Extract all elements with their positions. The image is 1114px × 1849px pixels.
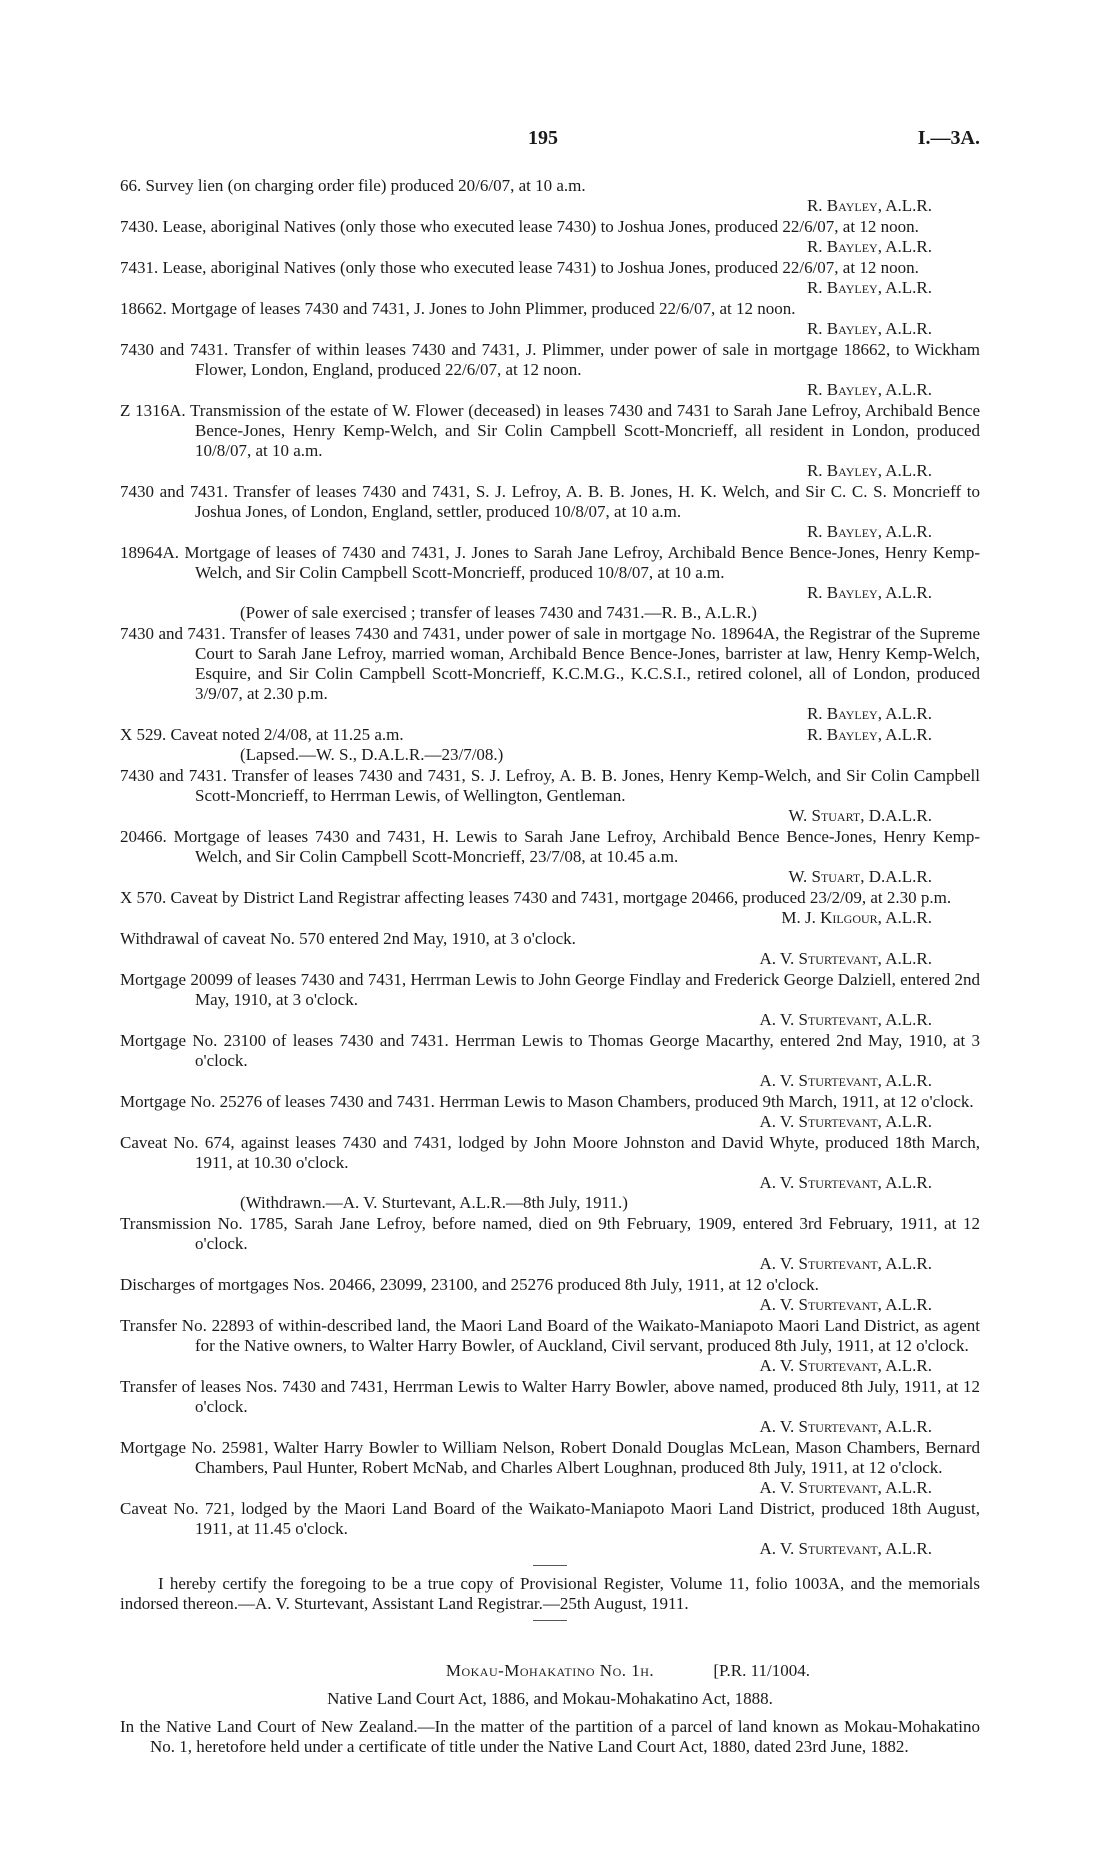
memorial-text: 7430 and 7431. Transfer of within leases 7430 and 7431, J. Plimmer, under power of sale in mortgage 18662, to Wickham Flower, London, England, produced 22/6/07, at 12 noon. <box>120 340 980 379</box>
registrar-signature: W. Stuart, D.A.L.R. <box>788 806 932 825</box>
document-reference: I.—3A. <box>917 127 980 149</box>
page-header <box>120 128 980 152</box>
memorial-entry <box>120 827 980 887</box>
memorial-text: Transmission No. 1785, Sarah Jane Lefroy, before named, died on 9th February, 1909, entered 3rd February, 1911, at 12 o'clock. <box>120 1214 980 1253</box>
memorial-entry <box>120 1275 980 1315</box>
page-number: 195 <box>528 127 558 149</box>
registrar-signature: R. Bayley, A.L.R. <box>806 319 932 338</box>
memorial-text: Transfer No. 22893 of within-described land, the Maori Land Board of the Waikato-Maniapoto Maori Land District, as agent for the Native owners, to Walter Harry Bowler, of Auckland, Civil servant, produced 8th July, 1911, at 12 o'clock. <box>120 1316 980 1355</box>
memorial-entry <box>120 217 980 257</box>
memorial-entry <box>120 1133 980 1213</box>
registrar-signature: R. Bayley, A.L.R. <box>806 278 932 297</box>
memorial-note: (Lapsed.—W. S., D.A.L.R.—23/7/08.) <box>240 745 504 764</box>
registrar-signature: A. V. Sturtevant, A.L.R. <box>759 1539 932 1558</box>
memorial-entry <box>120 543 980 623</box>
section-acts: Native Land Court Act, 1886, and Mokau-Mohakatino Act, 1888. <box>327 1689 773 1708</box>
registrar-signature: R. Bayley, A.L.R. <box>806 583 932 602</box>
registrar-signature: R. Bayley, A.L.R. <box>806 725 932 744</box>
memorial-entry <box>120 888 980 928</box>
registrar-signature: R. Bayley, A.L.R. <box>806 196 932 215</box>
section-intro: In the Native Land Court of New Zealand.—In the matter of the partition of a parcel of land known as Mokau-Mohakatino No. 1, heretofore held under a certificate of title under the Native Land Court Act, 1880, dated 23rd June, 1882. <box>120 1717 980 1756</box>
memorial-text: 7430. Lease, aboriginal Natives (only those who executed lease 7430) to Joshua Jones, produced 22/6/07, at 12 noon. <box>120 217 919 236</box>
registrar-signature: R. Bayley, A.L.R. <box>806 380 932 399</box>
memorial-list <box>120 176 980 1559</box>
registrar-signature: R. Bayley, A.L.R. <box>806 522 932 541</box>
memorial-text: Z 1316A. Transmission of the estate of W. Flower (deceased) in leases 7430 and 7431 to Sarah Jane Lefroy, Archibald Bence Bence-Jones, Henry Kemp-Welch, and Sir Colin Campbell Scott-Moncrieff, all resident in London, produced 10/8/07, at 10 a.m. <box>120 401 980 460</box>
registrar-signature: A. V. Sturtevant, A.L.R. <box>759 1254 932 1273</box>
memorial-text: 18662. Mortgage of leases 7430 and 7431, J. Jones to John Plimmer, produced 22/6/07, at 12 noon. <box>120 299 796 318</box>
memorial-text: 7430 and 7431. Transfer of leases 7430 and 7431, under power of sale in mortgage No. 18964A, the Registrar of the Supreme Court to Sarah Jane Lefroy, married woman, Archibald Bence Bence-Jones, barrister at law, Henry Kemp-Welch, Esquire, and Sir Colin Campbell Scott-Moncrieff, K.C.M.G., K.C.S.I., retired colonel, all of London, produced 3/9/07, at 2.30 p.m. <box>120 624 980 703</box>
registrar-signature: R. Bayley, A.L.R. <box>806 237 932 256</box>
memorial-note: (Power of sale exercised ; transfer of leases 7430 and 7431.—R. B., A.L.R.) <box>240 603 757 622</box>
memorial-text: Mortgage No. 23100 of leases 7430 and 7431. Herrman Lewis to Thomas George Macarthy, entered 2nd May, 1910, at 3 o'clock. <box>120 1031 980 1070</box>
memorial-entry <box>120 299 980 339</box>
memorial-text: 7431. Lease, aboriginal Natives (only those who executed lease 7431) to Joshua Jones, produced 22/6/07, at 12 noon. <box>120 258 919 277</box>
memorial-text: 7430 and 7431. Transfer of leases 7430 and 7431, S. J. Lefroy, A. B. B. Jones, H. K. Welch, and Sir C. C. S. Moncrieff to Joshua Jones, of London, England, settler, produced 10/8/07, at 10 a.m. <box>120 482 980 521</box>
registrar-signature: A. V. Sturtevant, A.L.R. <box>759 949 932 968</box>
section-heading <box>120 1661 980 1683</box>
divider <box>533 1565 567 1566</box>
memorial-entry <box>120 1377 980 1437</box>
registrar-signature: R. Bayley, A.L.R. <box>806 704 932 723</box>
memorial-text: Caveat No. 674, against leases 7430 and 7431, lodged by John Moore Johnston and David Whyte, produced 18th March, 1911, at 10.30 o'clock. <box>120 1133 980 1172</box>
registrar-signature: A. V. Sturtevant, A.L.R. <box>759 1010 932 1029</box>
memorial-text: Discharges of mortgages Nos. 20466, 23099, 23100, and 25276 produced 8th July, 1911, at 12 o'clock. <box>120 1275 819 1294</box>
memorial-entry <box>120 1092 980 1132</box>
register-body <box>120 176 980 1757</box>
memorial-text: 7430 and 7431. Transfer of leases 7430 and 7431, S. J. Lefroy, A. B. B. Jones, Henry Kemp-Welch, and Sir Colin Campbell Scott-Moncrieff, to Herrman Lewis, of Wellington, Gentleman. <box>120 766 980 805</box>
memorial-text: Caveat No. 721, lodged by the Maori Land Board of the Waikato-Maniapoto Maori Land District, produced 18th August, 1911, at 11.45 o'clock. <box>120 1499 980 1538</box>
memorial-entry <box>120 258 980 298</box>
memorial-entry <box>120 1316 980 1376</box>
memorial-entry <box>120 1214 980 1274</box>
memorial-text: X 529. Caveat noted 2/4/08, at 11.25 a.m. <box>120 725 404 744</box>
memorial-entry <box>120 176 980 216</box>
memorial-entry <box>120 1438 980 1498</box>
memorial-entry <box>120 482 980 542</box>
memorial-entry <box>120 929 980 969</box>
registrar-signature: A. V. Sturtevant, A.L.R. <box>759 1173 932 1192</box>
memorial-entry <box>120 1499 980 1559</box>
memorial-text: Mortgage No. 25276 of leases 7430 and 7431. Herrman Lewis to Mason Chambers, produced 9th March, 1911, at 12 o'clock. <box>120 1092 974 1111</box>
certificate-text: I hereby certify the foregoing to be a true copy of Provisional Register, Volume 11, folio 1003A, and the memorials indorsed thereon.—A. V. Sturtevant, Assistant Land Registrar.—25th August, 1911. <box>120 1574 980 1613</box>
memorial-text: Withdrawal of caveat No. 570 entered 2nd May, 1910, at 3 o'clock. <box>120 929 576 948</box>
memorial-text: Mortgage No. 25981, Walter Harry Bowler to William Nelson, Robert Donald Douglas McLean, Mason Chambers, Bernard Chambers, Paul Hunter, Robert McNab, and Charles Albert Loughnan, produced 8th July, 1911, at 12 o'clock. <box>120 1438 980 1477</box>
registrar-signature: A. V. Sturtevant, A.L.R. <box>759 1356 932 1375</box>
memorial-text: 18964A. Mortgage of leases of 7430 and 7431, J. Jones to Sarah Jane Lefroy, Archibald Bence Bence-Jones, Henry Kemp-Welch, and Sir Colin Campbell Scott-Moncrieff, produced 10/8/07, at 10 a.m. <box>120 543 980 582</box>
registrar-signature: A. V. Sturtevant, A.L.R. <box>759 1071 932 1090</box>
memorial-entry <box>120 1031 980 1091</box>
registrar-signature: A. V. Sturtevant, A.L.R. <box>759 1417 932 1436</box>
memorial-text: X 570. Caveat by District Land Registrar affecting leases 7430 and 7431, mortgage 20466, produced 23/2/09, at 2.30 p.m. <box>120 888 952 907</box>
registrar-signature: W. Stuart, D.A.L.R. <box>788 867 932 886</box>
memorial-text: 66. Survey lien (on charging order file) produced 20/6/07, at 10 a.m. <box>120 176 586 195</box>
registrar-signature: A. V. Sturtevant, A.L.R. <box>759 1112 932 1131</box>
registrar-signature: R. Bayley, A.L.R. <box>806 461 932 480</box>
section-reference: [P.R. 11/1004. <box>713 1661 810 1680</box>
memorial-entry <box>120 401 980 481</box>
memorial-entry <box>120 970 980 1030</box>
registrar-signature: A. V. Sturtevant, A.L.R. <box>759 1478 932 1497</box>
memorial-entry <box>120 624 980 724</box>
memorial-text: Mortgage 20099 of leases 7430 and 7431, Herrman Lewis to John George Findlay and Frederick George Dalziell, entered 2nd May, 1910, at 3 o'clock. <box>120 970 980 1009</box>
memorial-entry <box>120 340 980 400</box>
memorial-note: (Withdrawn.—A. V. Sturtevant, A.L.R.—8th July, 1911.) <box>240 1193 628 1212</box>
registrar-signature: M. J. Kilgour, A.L.R. <box>781 908 932 927</box>
divider <box>533 1620 567 1621</box>
memorial-text: Transfer of leases Nos. 7430 and 7431, Herrman Lewis to Walter Harry Bowler, above named, produced 8th July, 1911, at 12 o'clock. <box>120 1377 980 1416</box>
section-title: Mokau-Mohakatino No. 1h. <box>445 1661 655 1680</box>
memorial-text: 20466. Mortgage of leases 7430 and 7431, H. Lewis to Sarah Jane Lefroy, Archibald Bence Bence-Jones, Henry Kemp-Welch, and Sir Colin Campbell Scott-Moncrieff, 23/7/08, at 10.45 a.m. <box>120 827 980 866</box>
memorial-entry <box>120 725 980 765</box>
registrar-signature: A. V. Sturtevant, A.L.R. <box>759 1295 932 1314</box>
memorial-entry <box>120 766 980 826</box>
